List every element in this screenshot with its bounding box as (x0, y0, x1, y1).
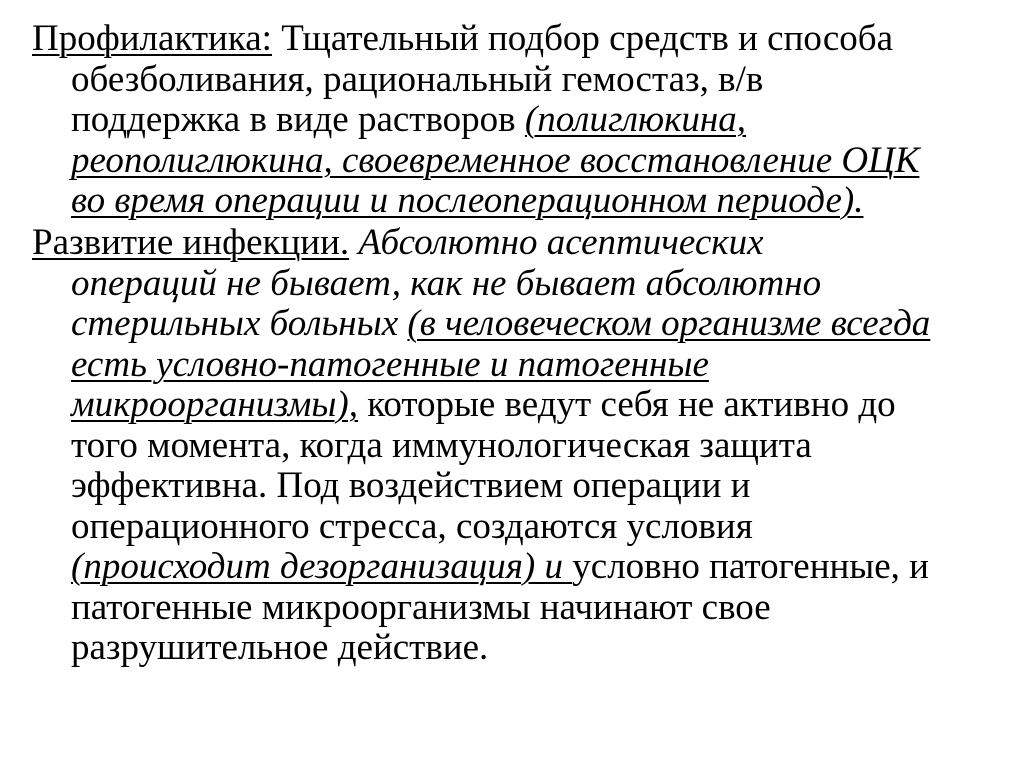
infection-italic-3: стерильных больных (71, 303, 408, 344)
infection-italic-2: операций не бывает, как не бывает абсолютно (71, 262, 822, 304)
infection-line-4 (32, 345, 1012, 386)
infection-italic-u-4: есть условно-патогенные и патогенные (71, 343, 709, 385)
infection-line-7 (32, 466, 1012, 507)
infection-line-1 (32, 223, 1012, 264)
infection-line-5 (32, 385, 1012, 426)
prevention-line-4 (32, 141, 1012, 182)
infection-text-10: патогенные микроорганизмы начинают свое (71, 586, 771, 628)
prevention-line-5 (32, 181, 1012, 222)
infection-italic-u-5: микроорганизмы), (71, 384, 358, 425)
infection-line-9 (32, 547, 1012, 588)
infection-line-6 (32, 426, 1012, 467)
infection-italic-u-3: (в человеческом организме всегда (407, 303, 931, 344)
infection-text-5: которые ведут себя не активно до (357, 384, 896, 425)
infection-text-6: того момента, когда иммунологическая защита (71, 424, 812, 466)
infection-text-11: разрушительное действие. (71, 627, 489, 668)
infection-text-9: условно патогенные, и (572, 546, 929, 587)
prevention-line-1 (32, 19, 1012, 60)
infection-paragraph (32, 223, 1012, 669)
infection-heading: Развитие инфекции. (32, 222, 350, 263)
prevention-heading: Профилактика: (32, 18, 272, 59)
infection-italic-u-9: (происходит дезорганизация) и (71, 546, 573, 587)
infection-line-10 (32, 588, 1012, 629)
infection-line-11 (32, 628, 1012, 669)
infection-italic-1: Абсолютно асептических (349, 222, 764, 263)
infection-text-8: операционного стресса, создаются условия (71, 505, 753, 547)
infection-line-8 (32, 507, 1012, 548)
prevention-paragraph (32, 19, 1012, 222)
prevention-italic-5: во время операции и послеоперационном периоде). (71, 180, 864, 221)
prevention-text-3: поддержка в виде растворов (71, 99, 525, 140)
infection-text-7: эффективна. Под воздействием операции и (71, 465, 751, 506)
prevention-text-2: обезболивания, рациональный гемостаз, в/в (71, 58, 764, 100)
prevention-italic-4: реополиглюкина, своевременное восстановление ОЦК (71, 139, 920, 181)
prevention-text-1: Тщательный подбор средств и способа (271, 18, 894, 59)
infection-line-2 (32, 264, 1012, 305)
prevention-line-2 (32, 60, 1012, 101)
infection-line-3 (32, 304, 1012, 345)
prevention-italic-3: (полиглюкина, (524, 99, 747, 140)
prevention-line-3 (32, 100, 1012, 141)
